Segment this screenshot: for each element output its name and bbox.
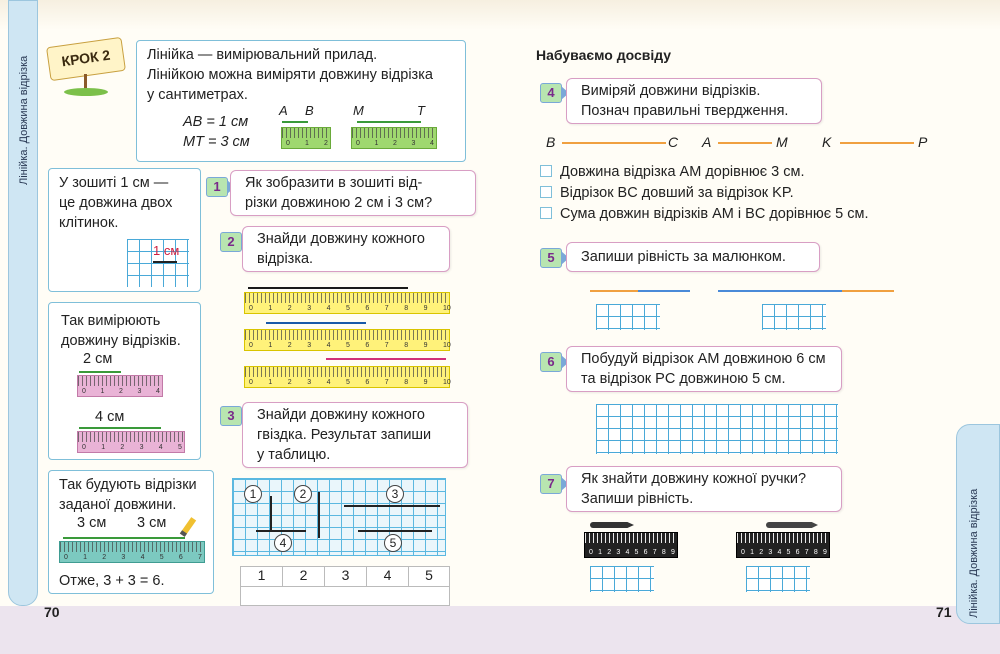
notebook-grid-label: 1 см [153, 243, 180, 258]
task2-ruler-1-digit: 8 [404, 305, 409, 312]
task7-line2: Запиши рівність. [581, 491, 694, 507]
task2-ruler-3-digit: 8 [404, 379, 409, 386]
ruler-small-2-digit: 4 [430, 140, 434, 147]
task3-line2: гвіздка. Результат запиши [257, 427, 432, 443]
ruler-measure-2-digit: 4 [158, 444, 163, 451]
nail-label-3: 3 [386, 485, 404, 503]
note-measure [48, 302, 201, 460]
ruler-black-1-digit: 7 [652, 549, 657, 556]
measure-label-2cm: 2 см [83, 351, 113, 367]
pen-2 [766, 522, 818, 528]
ruler-measure-1-digit: 1 [100, 388, 105, 395]
nails-grid [232, 478, 446, 556]
ruler-black-2-digit: 6 [795, 549, 800, 556]
step-badge-label: КРОК 2 [60, 46, 112, 70]
task2-ruler-3-digit: 10 [443, 379, 451, 386]
ruler-build-digit: 0 [64, 554, 68, 561]
task2-line2: відрізка. [257, 251, 314, 267]
task5-number: 5 [540, 248, 562, 268]
task2-ruler-3-digit: 7 [384, 379, 389, 386]
table-header-3: 3 [325, 567, 367, 587]
task2-ruler-2-digit: 3 [307, 342, 312, 349]
task4-number: 4 [540, 83, 562, 103]
task2-number: 2 [220, 232, 242, 252]
ruler-black-2-digit: 2 [759, 549, 764, 556]
left-page-number: 70 [44, 604, 60, 620]
ruler-black-2 [736, 532, 830, 558]
task2-ruler-3-digit: 6 [365, 379, 370, 386]
ruler-black-1-digit: 0 [589, 549, 593, 556]
task4-point-b: B [546, 134, 556, 150]
statement-1[interactable] [540, 162, 805, 183]
build-label-3cm-a: 3 см [77, 515, 107, 531]
task2-ruler-1-digit: 1 [268, 305, 273, 312]
task2-ruler-2-digit: 6 [365, 342, 370, 349]
eq-ab: AB = 1 см [183, 114, 249, 130]
task7-number: 7 [540, 474, 562, 494]
right-heading: Набуваємо досвіду [536, 47, 672, 63]
nail-label-1: 1 [244, 485, 262, 503]
ruler-black-2-digit: 5 [786, 549, 791, 556]
task6-grid [596, 404, 838, 454]
step-badge-grass [64, 88, 108, 96]
table-header-2: 2 [283, 567, 325, 587]
note-notebook [48, 168, 201, 292]
point-m-label: M [353, 103, 364, 118]
statement-1-text: Довжина відрізка AM дорівнює 3 см. [560, 164, 805, 180]
statement-3-checkbox[interactable] [540, 207, 552, 219]
ruler-build-digit: 6 [178, 554, 183, 561]
table-header-4: 4 [367, 567, 409, 587]
ruler-build [59, 541, 205, 563]
task2-ruler-1-digit: 3 [307, 305, 312, 312]
task7-box [566, 466, 842, 512]
task2-ruler-3-digit: 5 [346, 379, 350, 386]
ruler-measure-1-digit: 4 [156, 388, 160, 395]
right-side-label: Лінійка. Довжина відрізка [968, 488, 980, 618]
ruler-small-1-digit: 0 [286, 140, 290, 147]
left-side-label: Лінійка. Довжина відрізка [18, 55, 30, 185]
ruler-measure-1-digit: 0 [82, 388, 86, 395]
note-measure-line2: довжину відрізків. [61, 333, 181, 349]
task2-segment-3 [326, 358, 446, 360]
build-result: Отже, 3 + 3 = 6. [59, 573, 165, 589]
nail-label-2: 2 [294, 485, 312, 503]
task2-ruler-3-digit: 4 [326, 379, 331, 386]
statement-2-text: Відрізок BC довший за відрізок KP. [560, 185, 794, 201]
ruler-black-1 [584, 532, 678, 558]
statement-3-text: Сума довжин відрізків AM і BC дорівнює 5 см. [560, 206, 869, 222]
task2-ruler-2 [244, 329, 450, 351]
task2-ruler-1-digit: 4 [326, 305, 331, 312]
task2-ruler-3-digit: 9 [423, 379, 428, 386]
nail-label-5: 5 [384, 534, 402, 552]
nail-5 [358, 530, 432, 532]
nail-1 [270, 496, 272, 532]
ruler-build-digit: 4 [140, 554, 145, 561]
task3-line1: Знайди довжину кожного [257, 407, 425, 423]
ruler-measure-2-digit: 2 [120, 444, 125, 451]
ruler-black-1-digit: 5 [634, 549, 639, 556]
nail-label-4: 4 [274, 534, 292, 552]
task4-line2: Познач правильні твердження. [581, 103, 789, 119]
task2-ruler-1-digit: 10 [443, 305, 451, 312]
task2-box [242, 226, 450, 272]
task7-grid-2 [746, 566, 810, 592]
build-segment [63, 537, 185, 539]
task4-point-m: M [776, 134, 788, 150]
ruler-black-2-digit: 0 [741, 549, 745, 556]
ruler-black-1-digit: 2 [607, 549, 612, 556]
ruler-measure-2-digit: 5 [178, 444, 182, 451]
task6-line1: Побудуй відрізок AM довжиною 6 см [581, 351, 826, 367]
ruler-black-1-digit: 1 [598, 549, 603, 556]
ruler-black-1-digit: 4 [625, 549, 630, 556]
point-t-label: T [417, 103, 425, 118]
task4-point-a: A [702, 134, 712, 150]
eq-mt: MT = 3 см [183, 134, 250, 150]
ruler-small-1-digit: 2 [324, 140, 328, 147]
right-page-number: 71 [936, 604, 952, 620]
answer-table [240, 566, 450, 606]
ruler-black-2-digit: 9 [823, 549, 827, 556]
task2-line1: Знайди довжину кожного [257, 231, 425, 247]
intro-line3: у сантиметрах. [147, 87, 248, 103]
task4-segment-kp [840, 142, 914, 144]
task5-segment-blue-2 [718, 290, 842, 292]
task2-segment-1 [248, 287, 408, 289]
task4-point-c: C [668, 134, 679, 150]
ruler-build-digit: 1 [83, 554, 88, 561]
task1-box [230, 170, 476, 216]
task4-point-k: K [822, 134, 832, 150]
task2-ruler-2-digit: 8 [404, 342, 409, 349]
task2-ruler-2-digit: 4 [326, 342, 331, 349]
measure-segment-4cm [79, 427, 161, 429]
ruler-measure-1-digit: 3 [137, 388, 142, 395]
task2-ruler-3-digit: 0 [249, 379, 253, 386]
task4-line1: Виміряй довжини відрізків. [581, 83, 761, 99]
ruler-small-2-digit: 2 [393, 140, 397, 147]
segment-ab [282, 121, 308, 123]
note-notebook-line3: клітинок. [59, 215, 119, 231]
ruler-small-2 [351, 127, 437, 149]
ruler-measure-1 [77, 375, 163, 397]
point-a-label: A [279, 103, 288, 118]
ruler-black-2-digit: 7 [804, 549, 809, 556]
ruler-measure-2-digit: 1 [101, 444, 106, 451]
task2-ruler-3-digit: 2 [287, 379, 292, 386]
ruler-build-digit: 5 [159, 554, 164, 561]
task6-line2: та відрізок PC довжиною 5 см. [581, 371, 786, 387]
ruler-small-2-digit: 3 [411, 140, 416, 147]
task5-segment-orange-1 [590, 290, 638, 292]
task6-number: 6 [540, 352, 562, 372]
task4-box [566, 78, 822, 124]
top-decor-band [0, 0, 1000, 30]
task5-grid-2 [762, 304, 826, 330]
task2-ruler-2-digit: 9 [423, 342, 428, 349]
task2-ruler-1-digit: 9 [423, 305, 428, 312]
task7-grid-1 [590, 566, 654, 592]
nail-4 [256, 530, 306, 532]
ruler-black-1-digit: 9 [671, 549, 675, 556]
task5-segment-orange-2 [842, 290, 894, 292]
note-notebook-line2: це довжина двох [59, 195, 173, 211]
ruler-small-2-digit: 1 [374, 140, 379, 147]
nail-3 [344, 505, 440, 507]
note-measure-line1: Так вимірюють [61, 313, 161, 329]
ruler-measure-2-digit: 3 [139, 444, 144, 451]
ruler-black-1-digit: 8 [661, 549, 666, 556]
note-notebook-line1: У зошиті 1 см — [59, 175, 169, 191]
task2-ruler-1-digit: 7 [384, 305, 389, 312]
ruler-measure-2 [77, 431, 185, 453]
statement-3[interactable] [540, 204, 869, 225]
task2-ruler-2-digit: 5 [346, 342, 350, 349]
ruler-black-2-digit: 3 [768, 549, 773, 556]
intro-line1: Лінійка — вимірювальний прилад. [147, 47, 378, 63]
pen-1 [590, 522, 634, 528]
task2-ruler-3-digit: 1 [268, 379, 273, 386]
pencil-icon [180, 517, 196, 537]
task3-line3: у таблицю. [257, 447, 331, 463]
task7-line1: Як знайти довжину кожної ручки? [581, 471, 807, 487]
task3-number: 3 [220, 406, 242, 426]
table-header-5: 5 [409, 567, 449, 587]
task2-ruler-2-digit: 7 [384, 342, 389, 349]
page-footer [0, 606, 1000, 654]
task2-ruler-1-digit: 0 [249, 305, 253, 312]
note-build-line2: заданої довжини. [59, 497, 177, 513]
task5-grid-1 [596, 304, 660, 330]
task1-line1: Як зобразити в зошиті від- [245, 175, 423, 191]
task4-segment-bc [562, 142, 666, 144]
ruler-build-digit: 2 [102, 554, 107, 561]
ruler-build-digit: 3 [121, 554, 126, 561]
notebook-1cm-segment [153, 261, 177, 263]
table-header-1: 1 [241, 567, 283, 587]
task2-ruler-2-digit: 0 [249, 342, 253, 349]
ruler-small-1 [281, 127, 331, 149]
ruler-measure-2-digit: 0 [82, 444, 86, 451]
ruler-black-1-digit: 3 [616, 549, 621, 556]
task1-line2: різки довжиною 2 см і 3 см? [245, 195, 433, 211]
measure-segment-2cm [79, 371, 121, 373]
task5-box [566, 242, 820, 272]
ruler-small-1-digit: 1 [305, 140, 309, 147]
note-build-line1: Так будують відрізки [59, 477, 197, 493]
task2-ruler-1-digit: 5 [346, 305, 350, 312]
ruler-black-2-digit: 1 [750, 549, 755, 556]
task4-segment-am [718, 142, 772, 144]
build-label-3cm-b: 3 см [137, 515, 167, 531]
task1-number: 1 [206, 177, 228, 197]
segment-mt [357, 121, 421, 123]
ruler-measure-1-digit: 2 [119, 388, 123, 395]
ruler-black-2-digit: 4 [777, 549, 782, 556]
ruler-build-digit: 7 [198, 554, 202, 561]
task2-ruler-1-digit: 2 [287, 305, 292, 312]
task2-ruler-3-digit: 3 [307, 379, 312, 386]
task4-point-p: P [918, 134, 928, 150]
note-build [48, 470, 214, 594]
task6-box [566, 346, 842, 392]
ruler-small-2-digit: 0 [356, 140, 360, 147]
task2-ruler-2-digit: 2 [287, 342, 292, 349]
task5-segment-blue-1 [638, 290, 690, 292]
task2-ruler-1-digit: 6 [365, 305, 370, 312]
task2-ruler-2-digit: 10 [443, 342, 451, 349]
point-b-label: B [305, 103, 314, 118]
statement-2[interactable] [540, 183, 794, 204]
intro-line2: Лінійкою можна виміряти довжину відрізка [147, 67, 433, 83]
task2-ruler-3 [244, 366, 450, 388]
statement-1-checkbox[interactable] [540, 165, 552, 177]
ruler-black-2-digit: 8 [813, 549, 818, 556]
statement-2-checkbox[interactable] [540, 186, 552, 198]
task2-ruler-1 [244, 292, 450, 314]
measure-label-4cm: 4 см [95, 409, 125, 425]
ruler-black-1-digit: 6 [643, 549, 648, 556]
task2-segment-2 [266, 322, 366, 324]
nail-2 [318, 492, 320, 538]
task3-box [242, 402, 468, 468]
intro-box [136, 40, 466, 162]
task2-ruler-2-digit: 1 [268, 342, 273, 349]
task5-line1: Запиши рівність за малюнком. [581, 249, 786, 265]
